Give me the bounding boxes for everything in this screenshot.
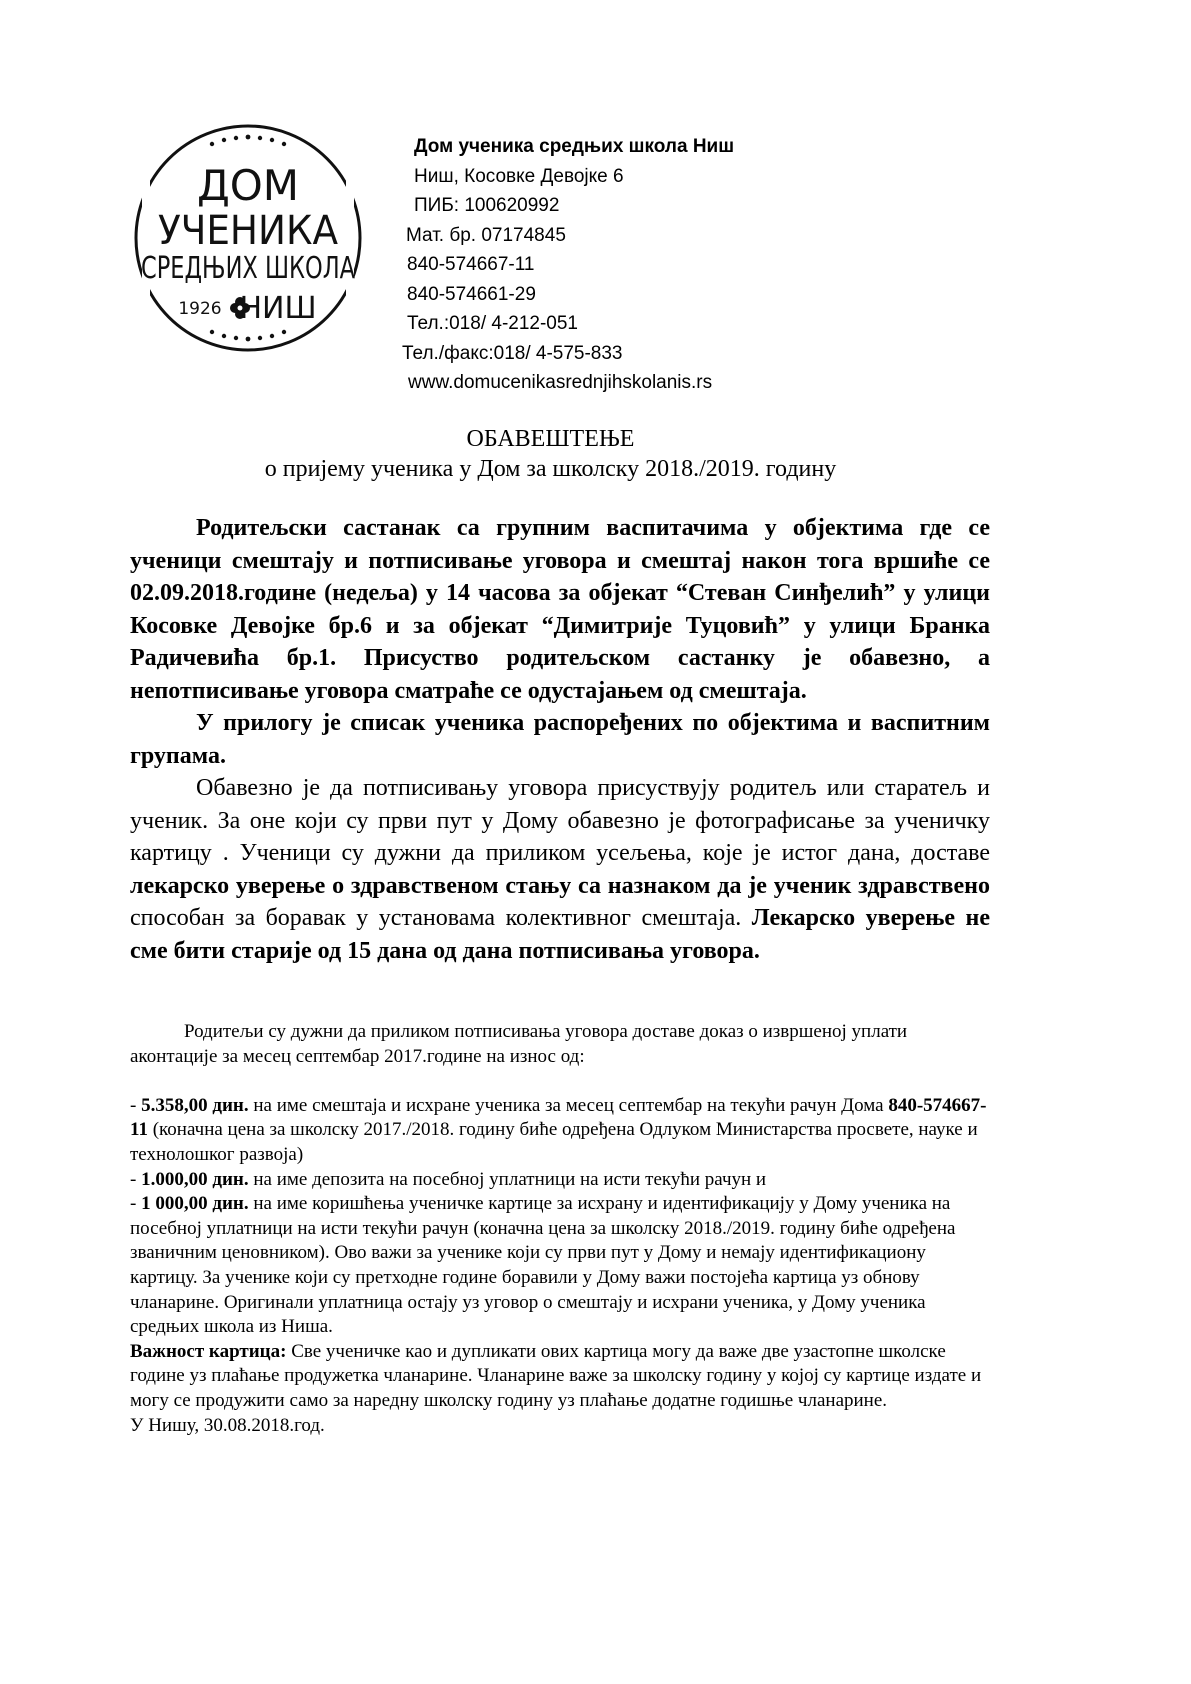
institution-mat: Мат. бр. 07174845 bbox=[406, 224, 566, 246]
account-1: 840-574667-11 bbox=[407, 254, 535, 275]
institution-address: Ниш, Косовке Девојке 6 bbox=[414, 165, 624, 187]
payment-item-1 bbox=[130, 1094, 995, 1168]
logo-year: 1926 bbox=[178, 299, 222, 319]
contract-text-2: способан за боравак у установама колективног смештаја. bbox=[130, 905, 752, 931]
institution-logo bbox=[128, 118, 368, 358]
notice-subtitle: о пријему ученика у Дом за школску 2018./2019. годину bbox=[264, 456, 837, 482]
logo-line-3: СРЕДЊИХ ШКОЛА bbox=[141, 251, 356, 286]
contract-text-1: Обавезно је да потписивању уговора присуствују родитељ или старатељ и ученик. За оне који су први пут у Дому обавезно је фотографисање за ученичку картицу . Ученици су дужни да приликом усељења, које је истог дана, доставе bbox=[130, 775, 990, 866]
institution-header bbox=[402, 132, 735, 398]
amount-2: 1.000,00 дин. bbox=[141, 1168, 249, 1190]
payment-item-2 bbox=[130, 1168, 995, 1193]
website-link[interactable]: www.domucenikasrednjihskolanis.rs bbox=[408, 372, 713, 393]
contract-paragraph bbox=[130, 772, 990, 967]
payment-item-1-text-a: на име смештаја и исхране ученика за месец септембар на текући рачун Дома bbox=[248, 1094, 889, 1116]
phone: Тел.:018/ 4-212-051 bbox=[407, 313, 578, 334]
amount-1: 5.358,00 дин. bbox=[141, 1094, 249, 1116]
logo-line-2: УЧЕНИКА bbox=[158, 208, 339, 254]
card-validity-text: Све ученичке као и дупликати ових картица могу да важе две узастопне школске године уз плаћање продужетка чланарине. Чланарине важе за школску годину у којој су картице издате и могу се продужити само за наредну школску годину уз плаћање додатне годишње чланарине. bbox=[130, 1340, 982, 1411]
payment-section bbox=[130, 1020, 995, 1438]
payment-item-2-text: на име депозита на посебној уплатници на исти текући рачун и bbox=[248, 1168, 767, 1190]
certificate-validity-text: Лекарско уверење не сме бити старије од 15 дана од дана потписивања уговора. bbox=[130, 905, 990, 964]
dash: - bbox=[130, 1168, 142, 1190]
account-2: 840-574661-29 bbox=[407, 283, 536, 305]
payment-item-3 bbox=[130, 1192, 995, 1340]
spacer bbox=[130, 1069, 995, 1094]
dash: - bbox=[130, 1094, 142, 1116]
notice-body bbox=[130, 512, 990, 967]
attachment-paragraph: У прилогу је списак ученика распоређених по објектима и васпитним групама. bbox=[130, 710, 990, 769]
medical-certificate-text: лекарско уверење о здравственом стању са назнаком да је ученик здравствено bbox=[130, 872, 990, 899]
place-date-signature: У Нишу, 30.08.2018.год. bbox=[130, 1414, 325, 1436]
payment-item-1-text-b: (коначна цена за школску 2017./2018. годину биће одређена Одлуком Министарства просвете, науке и технолошког развоја) bbox=[130, 1119, 978, 1165]
payment-item-3-text: на име коришћења ученичке картице за исхрану и идентификацију у Дому ученика на посебној уплатници на исти текући рачун (коначна цена за школску 2018./2019. годину биће одређена званичним ценовником). Ово важи за ученике који су први пут у Дому и немају идентификациону картицу. За ученике који су претходне године боравили у Дому важи постојећа картица уз обнову чланарине. Оригинали уплатница остају уз уговор о смештају и исхрани ученика, у Дому ученика средњих школа из Ниша. bbox=[130, 1193, 956, 1338]
notice-title: ОБАВЕШТЕЊЕ bbox=[466, 426, 635, 452]
dash: - bbox=[130, 1193, 142, 1215]
institution-pib: ПИБ: 100620992 bbox=[414, 195, 560, 216]
logo-city: НИШ bbox=[239, 291, 317, 326]
institution-name: Дом ученика средњих школа Ниш bbox=[414, 136, 735, 157]
account-number: 840-574667-11 bbox=[130, 1094, 987, 1141]
amount-3: 1 000,00 дин. bbox=[141, 1193, 249, 1215]
card-validity-label: Важност картица: bbox=[130, 1340, 287, 1362]
phone-fax: Тел./факс:018/ 4-575-833 bbox=[402, 342, 623, 364]
logo-line-1: ДОМ bbox=[196, 161, 300, 210]
meeting-paragraph: Родитељски састанак са групним васпитачима у објектима где се ученици смештају и потписивање уговора и смештај након тога вршиће се 02.09.2018.године (недеља) у 14 часова за објекат “Стеван Синђелић” у улици Косовке Девојке бр.6 и за објекат “Димитрије Туцовић” у улици Бранка Радичевића бр.1. Присуство родитељском састанку је обавезно, а непотписивање уговора сматраће се одустајањем од смештаја. bbox=[130, 515, 990, 704]
card-validity bbox=[130, 1340, 995, 1414]
payment-intro: Родитељи су дужни да приликом потписивања уговора доставе доказ о извршеној уплати аконтације за месец септембар 2017.године на износ од: bbox=[130, 1021, 908, 1067]
